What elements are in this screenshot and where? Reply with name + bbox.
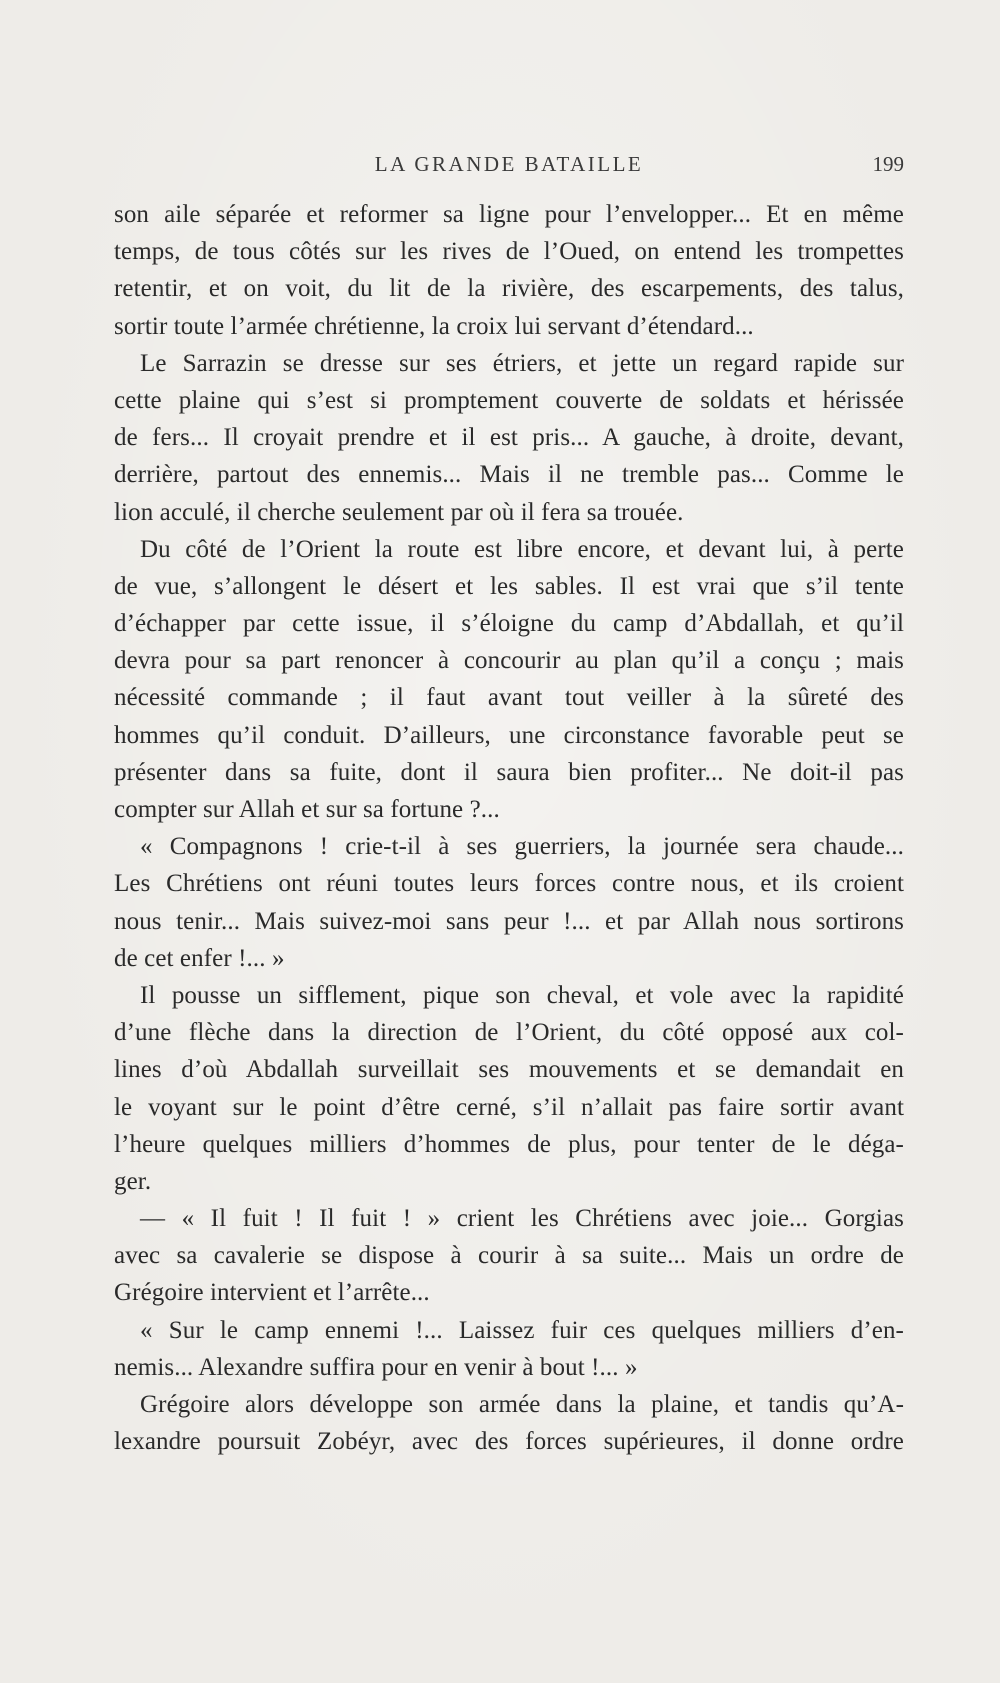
text-line: lines d’où Abdallah surveillait ses mouvements et se demandait en xyxy=(114,1056,904,1084)
text-line: compter sur Allah et sur sa fortune ?... xyxy=(114,796,500,823)
text-line: Il pousse un sifflement, pique son cheval, et vole avec la rapidité xyxy=(140,981,904,1009)
text-line: « Sur le camp ennemi !... Laissez fuir ces quelques milliers d’en- xyxy=(140,1316,904,1344)
text-line: Le Sarrazin se dresse sur ses étriers, et jette un regard rapide sur xyxy=(140,349,904,377)
text-line: de cet enfer !... » xyxy=(114,944,285,972)
text-line: Grégoire intervient et l’arrête... xyxy=(114,1279,430,1307)
text-line: d’échapper par cette issue, il s’éloigne du camp d’Abdallah, et qu’il xyxy=(114,610,904,638)
text-line: cette plaine qui s’est si promptement couverte de soldats et hérissée xyxy=(114,386,904,414)
text-line: avec sa cavalerie se dispose à courir à sa suite... Mais un ordre de xyxy=(114,1242,904,1270)
page-number: 199 xyxy=(872,152,904,176)
text-line: nous tenir... Mais suivez-moi sans peur !... et par Allah nous sortirons xyxy=(114,907,904,935)
text-line: — « Il fuit ! Il fuit ! » crient les Chrétiens avec joie... Gorgias xyxy=(140,1205,904,1233)
text-line: hommes qu’il conduit. D’ailleurs, une circonstance favorable peut se xyxy=(114,721,904,749)
text-line: « Compagnons ! crie-t-il à ses guerriers, la journée sera chaude... xyxy=(140,833,904,861)
text-line: devra pour sa part renoncer à concourir au plan qu’il a conçu ; mais xyxy=(114,647,904,675)
text-line: de vue, s’allongent le désert et les sables. Il est vrai que s’il tente xyxy=(114,572,904,600)
text-line: son aile séparée et reformer sa ligne pour l’envelopper... Et en même xyxy=(114,201,904,228)
text-line: l’heure quelques milliers d’hommes de plus, pour tenter de le déga- xyxy=(114,1130,904,1158)
text-line: nemis... Alexandre suffira pour en venir à bout !... » xyxy=(114,1353,638,1381)
text-line: présenter dans sa fuite, dont il saura bien profiter... Ne doit-il pas xyxy=(114,758,904,786)
text-line: temps, de tous côtés sur les rives de l’Oued, on entend les trompettes xyxy=(114,238,904,266)
text-line: derrière, partout des ennemis... Mais il ne tremble pas... Comme le xyxy=(114,461,904,489)
text-line: Du côté de l’Orient la route est libre encore, et devant lui, à perte xyxy=(140,535,904,563)
text-line: Grégoire alors développe son armée dans la plaine, et tandis qu’A- xyxy=(140,1391,904,1418)
text-line: de fers... Il croyait prendre et il est pris... A gauche, à droite, devant, xyxy=(114,424,904,452)
text-line: Les Chrétiens ont réuni toutes leurs forces contre nous, et ils croient xyxy=(114,870,904,898)
text-line: d’une flèche dans la direction de l’Orient, du côté opposé aux col- xyxy=(114,1019,904,1047)
text-line: ger. xyxy=(114,1167,152,1195)
text-line: retentir, et on voit, du lit de la rivière, des escarpements, des talus, xyxy=(114,275,904,303)
text-line: le voyant sur le point d’être cerné, s’il n’allait pas faire sortir avant xyxy=(114,1093,904,1121)
text-line: lexandre poursuit Zobéyr, avec des forces supérieures, il donne ordre xyxy=(114,1428,904,1456)
text-line: lion acculé, il cherche seulement par où il fera sa trouée. xyxy=(114,498,684,526)
running-title: LA GRANDE BATAILLE xyxy=(374,152,644,176)
text-line: sortir toute l’armée chrétienne, la croix lui servant d’étendard... xyxy=(114,312,754,340)
running-header xyxy=(114,152,904,182)
text-line: nécessité commande ; il faut avant tout veiller à la sûreté des xyxy=(114,684,904,712)
body-text xyxy=(114,196,904,1460)
